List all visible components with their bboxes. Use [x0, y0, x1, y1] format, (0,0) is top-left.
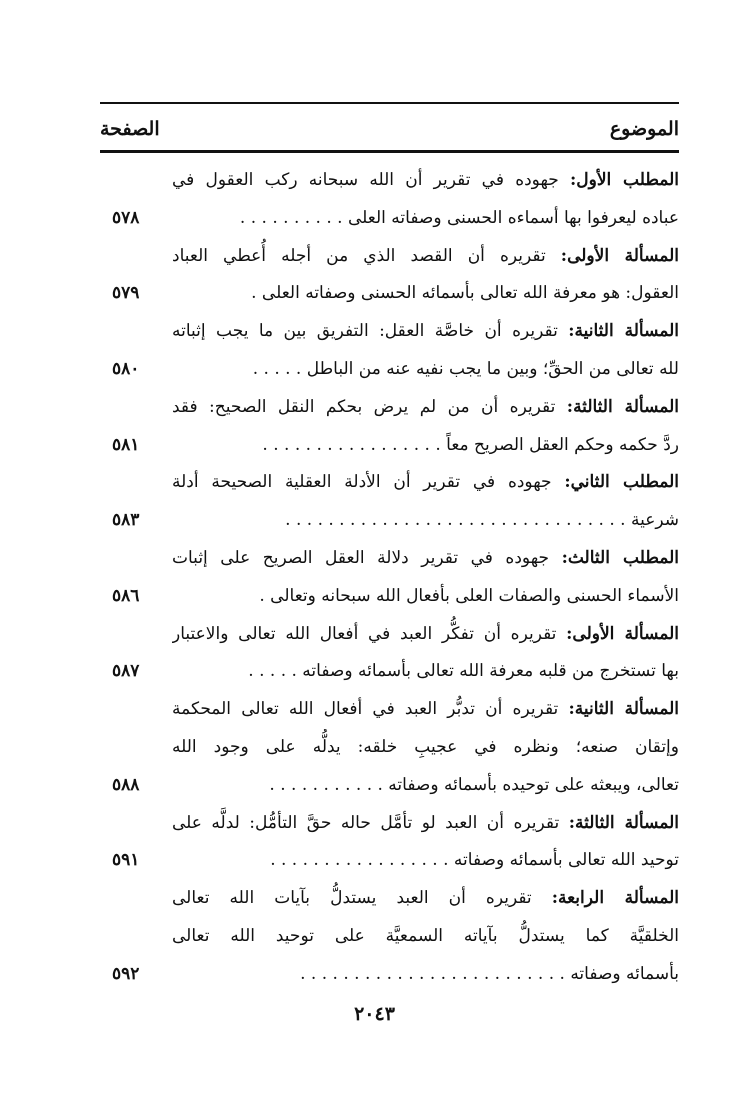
toc-line: [100, 275, 679, 313]
toc-entry-text: [172, 200, 679, 238]
toc-entry-heading: المسألة الأولى:: [560, 245, 679, 266]
toc-line: [100, 880, 679, 918]
toc-entry-line: تقريره أن العبد لو تأمَّل حاله حقَّ التأمُّل: لدلَّه على: [172, 812, 560, 833]
toc-entry-text: [172, 351, 679, 389]
toc-entry-heading: المسألة الثانية:: [568, 321, 679, 342]
toc-entry-heading: المطلب الأول:: [570, 170, 679, 190]
toc-entry-heading: المطلب الثالث:: [561, 547, 679, 568]
toc-line: [100, 200, 679, 238]
toc-page-number: ٥٩١: [112, 850, 140, 871]
toc-line: [100, 616, 679, 654]
toc-entry-line: لله تعالى من الحقِّ؛ وبين ما يجب نفيه عنه من الباطل . . . . .: [252, 358, 679, 379]
toc-entry-text: [172, 842, 679, 880]
toc-entry-text: [172, 427, 679, 465]
toc-entry-line: تقريره أن العبد يستدلُّ بآيات الله تعالى: [172, 888, 532, 909]
toc-line: [100, 351, 679, 389]
toc-entry-text: [172, 729, 679, 767]
toc-page-number: ٥٨٧: [112, 661, 140, 682]
toc-entry-text: [172, 275, 679, 313]
toc-entry-heading: المسألة الأولى:: [566, 623, 679, 644]
toc-entry-line: تقريره أن خاصَّة العقل: التفريق بين ما يجب إثباته: [172, 321, 558, 342]
header-bottom-rule: [100, 150, 679, 153]
toc-entry-text: [172, 389, 679, 427]
header-top-rule: [100, 102, 679, 104]
toc-entry-text: [172, 162, 679, 200]
toc-entry-text: [172, 502, 679, 540]
toc-line: [100, 313, 679, 351]
toc-entry-heading: المطلب الثاني:: [564, 472, 679, 493]
toc-entry-line: ردَّ حكمه وحكم العقل الصريح معاً . . . . . . . . . . . . . . . . .: [262, 434, 679, 455]
toc-line: [100, 918, 679, 956]
toc-entry-text: [172, 767, 679, 805]
toc-entry-line: توحيد الله تعالى بأسمائه وصفاته . . . . . . . . . . . . . . . . .: [270, 850, 679, 871]
toc-entry-text: [172, 540, 679, 578]
toc-entry-heading: المسألة الثانية:: [568, 699, 679, 720]
toc-entry-line: الأسماء الحسنى والصفات العلى بأفعال الله سبحانه وتعالى .: [259, 585, 679, 606]
toc-entry-heading: المسألة الثالثة:: [566, 396, 679, 417]
toc-entry-text: [172, 464, 679, 502]
toc-entry-line: بأسمائه وصفاته . . . . . . . . . . . . . . . . . . . . . . . . .: [300, 963, 679, 984]
toc-entry-line: جهوده في تقرير أن الأدلة العقلية الصحيحة أدلة: [172, 472, 552, 493]
toc-entry-line: وإتقان صنعه؛ ونظره في عجيبِ خلقه: يدلُّه على وجود الله: [172, 736, 679, 757]
toc-line: [100, 729, 679, 767]
toc-entry-line: شرعية . . . . . . . . . . . . . . . . . . . . . . . . . . . . . . . .: [285, 510, 679, 531]
toc-line: [100, 162, 679, 200]
page-column-header: الصفحة: [100, 118, 160, 140]
toc-entry-text: [172, 956, 679, 994]
toc-line: [100, 578, 679, 616]
toc-page-number: ٥٨١: [112, 434, 140, 455]
toc-entries: [100, 162, 679, 994]
page-number: ٢٠٤٣: [354, 1003, 395, 1025]
toc-line: [100, 464, 679, 502]
toc-line: [100, 691, 679, 729]
toc-entry-line: تقريره أن تدبُّر العبد في أفعال الله تعالى المحكمة: [172, 699, 559, 720]
toc-page-number: ٥٩٢: [112, 963, 140, 984]
toc-entry-line: جهوده في تقرير أن الله سبحانه ركب العقول في: [172, 170, 559, 190]
toc-entry-heading: المسألة الرابعة:: [551, 888, 679, 909]
toc-line: [100, 540, 679, 578]
toc-entry-text: [172, 616, 679, 654]
toc-entry-line: عباده ليعرفوا بها أسماءه الحسنى وصفاته العلى . . . . . . . . . .: [239, 207, 679, 228]
toc-entry-line: جهوده في تقرير دلالة العقل الصريح على إثبات: [172, 547, 550, 568]
toc-page-number: ٥٧٩: [112, 283, 140, 304]
toc-entry-text: [172, 805, 679, 843]
toc-line: [100, 842, 679, 880]
toc-entry-line: تقريره أن القصد الذي من أجله أُعطي العباد: [172, 245, 546, 266]
toc-page-number: ٥٨٦: [112, 585, 140, 606]
toc-line: [100, 767, 679, 805]
toc-page-number: ٥٧٨: [112, 207, 140, 228]
toc-line: [100, 653, 679, 691]
toc-entry-line: تعالى، ويبعثه على توحيده بأسمائه وصفاته . . . . . . . . . . .: [269, 774, 679, 795]
toc-entry-text: [172, 238, 679, 276]
toc-line: [100, 805, 679, 843]
toc-line: [100, 389, 679, 427]
toc-line: [100, 238, 679, 276]
toc-entry-text: [172, 653, 679, 691]
toc-page-number: ٥٨٠: [112, 358, 140, 379]
toc-entry-text: [172, 313, 679, 351]
toc-entry-text: [172, 880, 679, 918]
toc-page-number: ٥٨٨: [112, 774, 140, 795]
topic-column-header: الموضوع: [609, 118, 679, 140]
toc-line: [100, 502, 679, 540]
toc-entry-line: الخلقيَّة كما يستدلُّ بآياته السمعيَّة على توحيد الله تعالى: [172, 925, 679, 946]
toc-entry-line: تقريره أن تفكُّر العبد في أفعال الله تعالى والاعتبار: [172, 623, 557, 644]
toc-entry-line: العقول: هو معرفة الله تعالى بأسمائه الحسنى وصفاته العلى .: [251, 283, 679, 304]
toc-line: [100, 956, 679, 994]
toc-entry-text: [172, 691, 679, 729]
toc-entry-heading: المسألة الثالثة:: [568, 812, 679, 833]
toc-entry-text: [172, 918, 679, 956]
toc-entry-line: تقريره أن من لم يرض بحكم النقل الصحيح: فقد: [172, 396, 556, 417]
toc-line: [100, 427, 679, 465]
toc-entry-text: [172, 578, 679, 616]
toc-entry-line: بها تستخرج من قلبه معرفة الله تعالى بأسمائه وصفاته . . . . .: [248, 661, 679, 682]
toc-page-number: ٥٨٣: [112, 510, 140, 531]
